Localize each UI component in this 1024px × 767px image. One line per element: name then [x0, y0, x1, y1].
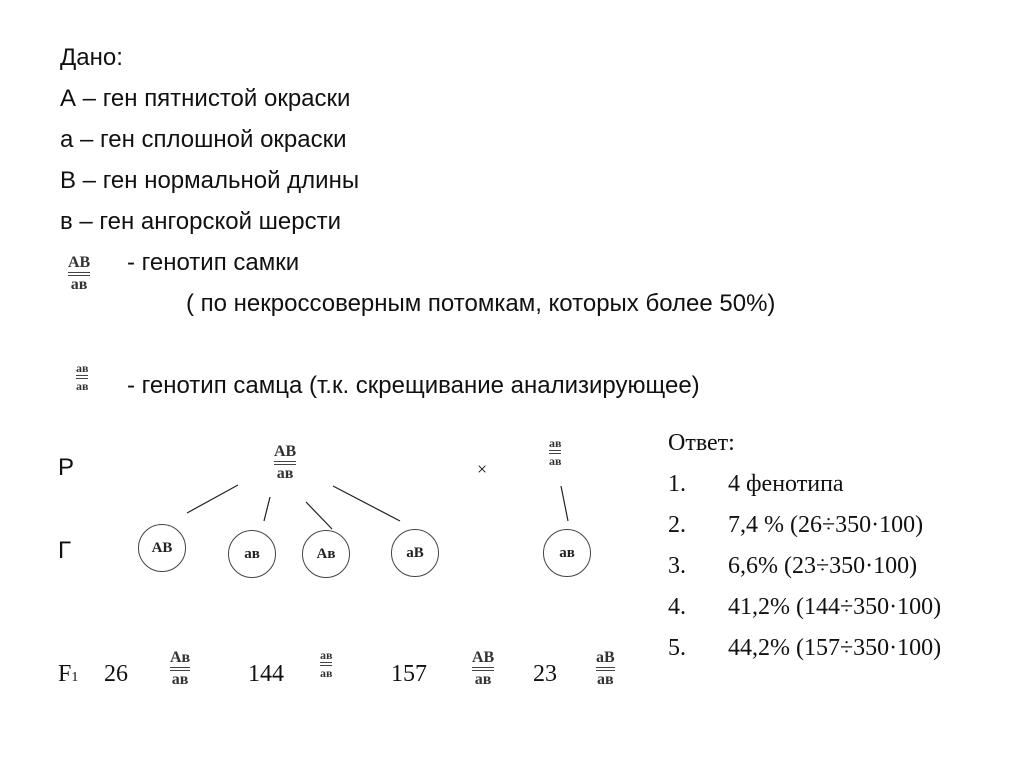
- gene-line-a-upper: А – ген пятнистой окраски: [60, 85, 351, 112]
- p-label: Р: [58, 454, 75, 481]
- given-title: Дано:: [60, 44, 123, 71]
- gamete-circle: ав: [228, 530, 276, 578]
- offspring-genotype: [596, 650, 615, 688]
- male-genotype-bottom: ав: [76, 379, 89, 393]
- connector-line: [306, 502, 332, 529]
- offspring-genotype-bottom: ав: [320, 666, 333, 680]
- gamete-circle: ав: [543, 529, 591, 577]
- g-label: Г: [58, 537, 71, 564]
- offspring-genotype-bottom: ав: [597, 671, 614, 688]
- offspring-count: 157: [391, 661, 427, 687]
- gamete-circle: аВ: [391, 529, 439, 577]
- answer-text: 44,2% (157÷350·100): [728, 635, 942, 661]
- offspring-genotype-top: АВ: [472, 649, 495, 666]
- connector-line: [333, 486, 400, 521]
- answer-text: 7,4 % (26÷350·100): [728, 512, 924, 538]
- parent-male-top: ав: [549, 436, 562, 450]
- offspring-genotype-top: Ав: [170, 649, 191, 666]
- female-genotype-label: - генотип самки: [127, 249, 300, 276]
- answer-number: 1.: [668, 471, 686, 497]
- female-genotype-top: АВ: [68, 254, 91, 271]
- offspring-genotype: [170, 650, 190, 688]
- male-genotype-label: - генотип самца (т.к. скрещивание анализирующее): [127, 372, 700, 399]
- cross-symbol: ×: [477, 459, 488, 479]
- answer-text: 4 фенотипа: [728, 471, 844, 497]
- offspring-genotype-top: аВ: [596, 649, 615, 666]
- offspring-genotype: [472, 650, 494, 688]
- female-genotype-note: ( по некроссоверным потомкам, которых более 50%): [186, 290, 776, 317]
- offspring-count: 23: [533, 661, 557, 687]
- answer-number: 4.: [668, 594, 686, 620]
- connector-line: [264, 497, 270, 521]
- connector-line: [187, 485, 238, 513]
- offspring-genotype-top: ав: [320, 648, 333, 662]
- answer-number: 5.: [668, 635, 686, 661]
- f1-letter: F: [58, 661, 72, 687]
- f1-subscript: 1: [71, 670, 79, 685]
- offspring-count: 26: [104, 661, 128, 687]
- offspring-genotype-bottom: ав: [171, 671, 189, 688]
- offspring-genotype: [320, 649, 332, 679]
- gene-line-a-lower: а – ген сплошной окраски: [60, 126, 347, 153]
- offspring-genotype-bottom: ав: [474, 671, 492, 688]
- parent-female-top: АВ: [274, 443, 297, 460]
- female-genotype-bottom: ав: [70, 276, 88, 293]
- parent-female-bottom: ав: [276, 465, 294, 482]
- offspring-count: 144: [248, 661, 284, 687]
- answer-number: 3.: [668, 553, 686, 579]
- gene-line-b-upper: В – ген нормальной длины: [60, 167, 360, 194]
- answer-text: 6,6% (23÷350·100): [728, 553, 918, 579]
- connector-line: [561, 486, 568, 521]
- answer-title: Ответ:: [668, 430, 735, 456]
- male-genotype-top: ав: [76, 361, 89, 375]
- parent-male-bottom: ав: [549, 454, 562, 468]
- answer-number: 2.: [668, 512, 686, 538]
- gene-line-b-lower: в – ген ангорской шерсти: [60, 208, 341, 235]
- answer-text: 41,2% (144÷350·100): [728, 594, 942, 620]
- gamete-circle: Ав: [302, 530, 350, 578]
- gamete-circle: АВ: [138, 524, 186, 572]
